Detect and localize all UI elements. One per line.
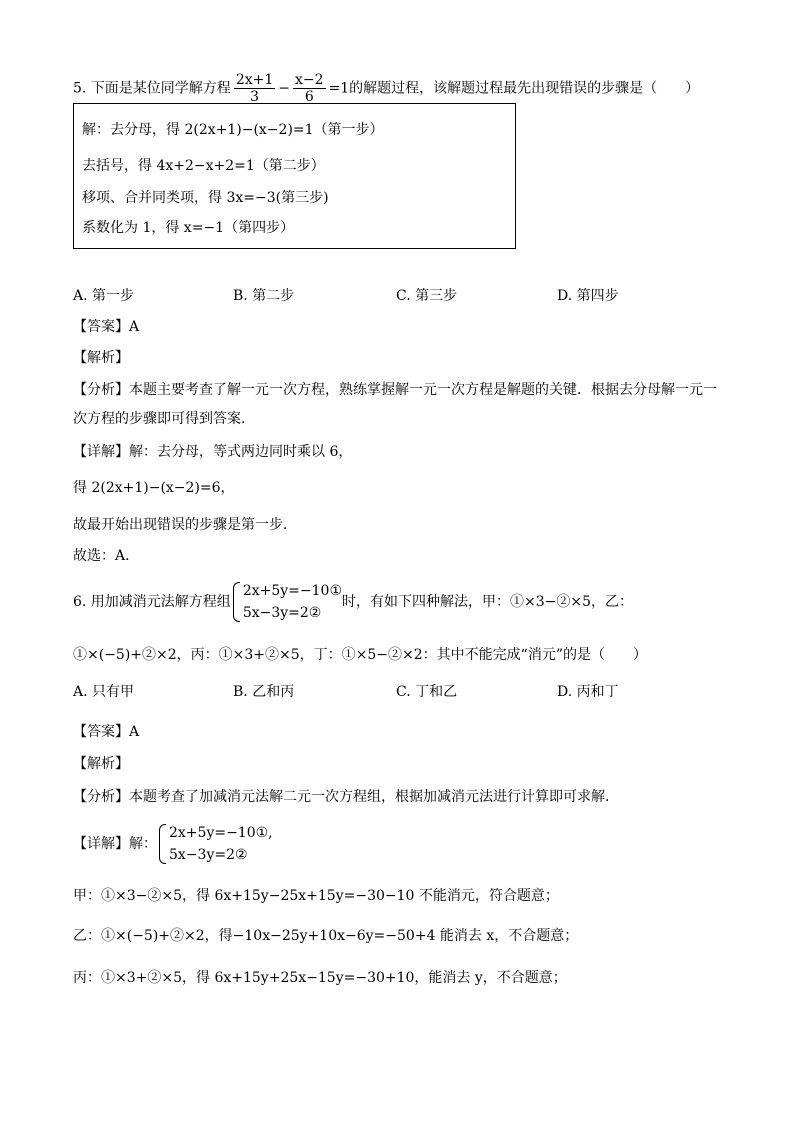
q5-frac2-denominator: 6 [304,89,314,105]
q5-frac1-numerator: 2x+1 [235,72,274,88]
q5-detail-line-1: 【详解】解：去分母，等式两边同时乘以 6， [73,444,353,460]
q6-analysis-line-1: 【分析】本题考查了加减消元法解二元一次方程组，根据加减消元法进行计算即可求解． [73,789,619,805]
q5-detail-line-3: 故最开始出现错误的步骤是第一步． [73,517,297,533]
q5-option-b: B. 第二步 [233,288,295,304]
q5-option-d: D. 第四步 [557,288,619,304]
q5-frac2-numerator: x−2 [295,72,324,88]
q5-step-1: 解：去分母，得 2(2x+1)−(x−2)=1（第一步） [82,122,384,138]
q6-method-jia: 甲：①×3−②×5，得 6x+15y−25x+15y=−30−10 不能消元，符合题意； [73,888,559,904]
q6-option-c: C. 丁和乙 [396,684,458,700]
q5-answer: 【答案】A [73,319,140,335]
q5-fraction-2 [293,72,326,105]
q6-answer: 【答案】A [73,724,140,740]
q5-analysis-line-1: 【分析】本题主要考查了解一元一次方程，熟练掌握解一元一次方程是解题的关键．根据去分母解一元一 [73,382,717,398]
q5-minus: − [278,80,290,97]
q6-option-b: B. 乙和丙 [233,684,295,700]
q6-stem-suffix: 时，有如下四种解法，甲：①×3−②×5，乙： [342,594,634,610]
q6-equation-2: 5x−3y=2② [242,605,322,621]
q6-equation-1: 2x+5y=−10① [242,583,342,599]
q6-detail-equation-1: 2x+5y=−10①, [169,825,273,841]
q5-step-2: 去括号，得 4x+2−x+2=1（第二步） [82,158,325,174]
q5-analysis-title: 【解析】 [73,350,129,366]
q5-detail-line-4: 故选：A． [73,548,140,564]
q5-stem [73,72,699,105]
q6-method-bing: 丙：①×3+②×5，得 6x+15y+25x−15y=−30+10，能消去 y，不合题意； [73,970,567,986]
q6-method-yi: 乙：①×(−5)+②×2，得−10x−25y+10x−6y=−50+4 能消去 x，不合题意； [73,928,579,944]
q6-detail [73,822,273,866]
q6-equation-system [231,580,342,624]
q6-stem-line-2: ①×(−5)+②×2，丙：①×3+②×5，丁：①×5−②×2：其中不能完成“消元”的是（ ） [73,647,647,663]
q6-option-a: A. 只有甲 [73,684,135,700]
q5-frac1-denominator: 3 [250,89,259,105]
q6-detail-system [157,822,273,866]
q5-solution-box [73,103,516,249]
q5-analysis-line-2: 次方程的步骤即可得到答案． [73,411,255,427]
q6-option-d: D. 丙和丁 [557,684,619,700]
q6-stem-prefix: 6. 用加减消元法解方程组 [73,594,231,610]
q6-analysis-title: 【解析】 [73,756,129,772]
q6-detail-prefix: 【详解】解： [73,836,157,852]
q5-stem-prefix: 5. 下面是某位同学解方程 [73,80,231,97]
q6-detail-equation-2: 5x−3y=2② [169,847,248,863]
q5-stem-suffix: =1的解题过程，该解题过程最先出现错误的步骤是（ ） [328,80,700,97]
q5-detail-line-2: 得 2(2x+1)−(x−2)=6， [73,480,235,496]
q6-stem [73,580,633,624]
q5-option-a: A. 第一步 [73,288,135,304]
q5-option-c: C. 第三步 [396,288,458,304]
q5-step-4: 系数化为 1，得 x=−1（第四步） [82,220,295,236]
q5-fraction-1 [234,72,275,105]
q5-step-3: 移项、合并同类项，得 3x=−3(第三步) [82,190,329,206]
